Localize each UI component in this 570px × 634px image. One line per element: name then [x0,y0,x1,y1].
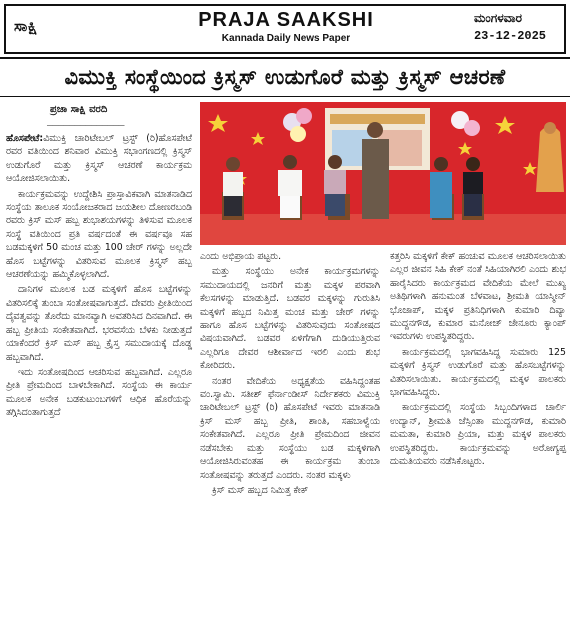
paragraph: ದಾನಿಗಳ ಮೂಲಕ ಬಡ ಮಕ್ಕಳಿಗೆ ಹೊಸ ಬಟ್ಟೆಗಳನ್ನು ವಿತರಿಸಲಿಕ್ಕೆ ತುಂಬಾ ಸಂತೋಷವಾಗುತ್ತದೆ. ದೇವರು ಪ್ರೀತಿಯಿಂದ ದೈವತ್ವವನ್ನು ತೊರೆದು ಮಾನವ್ಯಾಗಿ ಅವತರಿಸಿದ ದಿನವಾಗಿದೆ. ಈ ಹಬ್ಬ ಪ್ರೀತಿಯ ಸಂಕೇತವಾಗಿದೆ. ಭರವಸೆಯ ಬೆಳಕು ನೀಡುತ್ತದೆ ಯಾಕೆಂದರೆ ಕ್ರಿಸ್ ಮಸ್ ಹಬ್ಬ ಕ್ರೈಸ್ತ ಸಮುದಾಯಕ್ಕೆ ದೊಡ್ಡ ಹಬ್ಬವಾಗಿದೆ. [6,284,192,363]
headline-rule-top [0,57,570,59]
article-headline: ವಿಮುಕ್ತಿ ಸಂಸ್ಥೆಯಿಂದ ಕ್ರಿಸ್ಮಸ್ ಉಡುಗೊರೆ ಮತ್ತು ಕ್ರಿಸ್ಮಸ್ ಆಚರಣೆ [64,65,506,89]
headline-rule-bottom [0,96,570,97]
article-column-2 [200,250,380,499]
newspaper-name: PRAJA SAAKSHI [198,9,374,31]
paragraph: ಕಾರ್ಯಕ್ರಮದಲ್ಲಿ ಭಾಗವಹಿಸಿದ್ದ ಸುಮಾರು 125 ಮಕ್ಕಳಿಗೆ ಕ್ರಿಸ್ಮಸ್ ಉಡುಗೊರೆ ಮತ್ತು ಹೊಸಬಟ್ಟೆಗಳನ್ನು ವಿತರಿಸಲಾಯಿತು. ಕಾರ್ಯಕ್ರಮದಲ್ಲಿ ಮಕ್ಕಳ ಪಾಲಕರು ಭಾಗವಹಿಸಿದ್ದರು. [390,346,566,399]
issue-date-block [474,11,546,43]
paragraph: ಕತ್ತರಿಸಿ ಮಕ್ಕಳಿಗೆ ಕೇಕ್ ಹಂಚುವ ಮೂಲಕ ಆಚರಿಸಲಾಯಿತು ಎಲ್ಲರ ಜೀವನ ಸಿಹಿ ಕೇಕ್ ನಂತೆ ಸಿಹಿಯಾಗಿರಲಿ ಎಂದು ಶುಭ ಹಾರೈಸಿದರು ಕಾರ್ಯಕ್ರಮದ ವೇದಿಕೆಯ ಮೇಲೆ ಮುಖ್ಯ ಅತಿಥಿಗಳಾಗಿ ಹನುಮಂತ ಬೆಳವಾಟ, ಶ್ರೀಮತಿ ಯಾಸ್ಮೀನ್ ಭೊಜಾಪ್, ಮಕ್ಕಳ ಪ್ರತಿನಿಧಿಗಳಾಗಿ ಕುಮಾರಿ ದಿವ್ಯಾ ಮುದ್ದನಗೌಡ, ಕುಮಾರ ಮನೋಜ್ ಜೇನೂರು ಕ್ಯಾಂಪ್ ಇವರುಗಳು ಉಪಸ್ಥಿತರಿದ್ದರು. [390,251,566,343]
issue-day: ಮಂಗಳವಾರ [473,11,523,25]
article-column-3 [390,250,566,471]
paragraph: ಕಾರ್ಯಕ್ರಮದಲ್ಲಿ ಸಂಸ್ಥೆಯ ಸಿಬ್ಬಂದಿಗಳಾದ ಚಾರ್ಲಿ ಉದ್ಯಾನ್, ಶ್ರೀಮತಿ ಜೆಸ್ಸಿಂತಾ ಮುದ್ದನಗೌಡ, ಕುಮಾರಿ ಮಮತಾ, ಕುಮಾರಿ ಪ್ರಿಯಾ, ಮತ್ತು ಮಕ್ಕಳ ಪಾಲಕರು ಉಪಸ್ಥಿತರಿದ್ದರು. ಕಾರ್ಯಕ್ರಮವನ್ನು ಅರೋಗ್ಯಪ್ಪ ದುಮತಿಯವರು ನಡೆಸಿಕೊಟ್ಟರು. [390,402,566,468]
masthead-logo: ಸಾಕ್ಷಿ [14,17,38,35]
masthead-brand [156,9,416,44]
newspaper-tagline: Kannada Daily News Paper [221,33,351,44]
paragraph-text: ವಿಮುಕ್ತಿ ಚಾರಿಟೇಬಲ್ ಟ್ರಸ್ಟ್ (ರಿ)ಹೊಸಪೇಟೆ ರವರ ವತಿಯಿಂದ ಶನಿವಾರ ವಿಮುಕ್ತಿ ಸಭಾಂಗಣದಲ್ಲಿ ಕ್ರಿಸ್ಮಸ್ ಉಡುಗೊರೆ ಮತ್ತು ಕ್ರಿಸ್ಮಸ್ ಆಚರಣೆ ಕಾರ್ಯಕ್ರಮ ಆಯೋಜಿಸಲಾಯಿತು. [6,133,192,185]
paragraph: ಕಾರ್ಯಕ್ರಮವನ್ನು ಉದ್ದೇಶಿಸಿ ಪ್ರಾಸ್ತಾವಿಕವಾಗಿ ಮಾತನಾಡಿದ ಸಂಸ್ಥೆಯ ತಾಲೂಕ ಸಂಯೋಜಕರಾದ ಜಯಶೀಲ ದೋಣರಬಂಡಿ ರವರು ಕ್ರಿಸ್ ಮಸ್ ಹಬ್ಬ ಶುಭಾಶಯಗಳನ್ನು ತಿಳಿಸುವ ಮೂಲಕ ಸಂಸ್ಥೆ ವತಿಯಿಂದ ಪ್ರತಿ ವರ್ಷದಂತೆ ಈ ವರ್ಷವೂ ಸಹ ಬಡಮಕ್ಕಳಿಗೆ 50 ಮಂಚ ಮತ್ತು 100 ಚೇರ್ ಗಳನ್ನು ಅಲ್ಲದೇ ಹೊಸ ಬಟ್ಟೆಗಳನ್ನು ವಿತರಿಸುವ ಮೂಲಕ ಕ್ರಿಸ್ಮಸ್ ಹಬ್ಬ ಆಚರಣೆಯನ್ನು ಹಮ್ಮಿಕೊಳ್ಳಲಾಗಿದೆ. [6,188,192,281]
article-column-1 [6,132,192,422]
paragraph: ಎಂದು ಅಭಿಪ್ರಾಯ ಪಟ್ಟರು. [200,251,282,262]
paragraph [6,132,192,186]
issue-date: 23-12-2025 [473,29,546,43]
paragraph: ಇದು ಸಂತೋಷದಿಂದ ಆಚರಿಸುವ ಹಬ್ಬವಾಗಿದೆ. ಎಲ್ಲರೂ ಪ್ರೀತಿ ಪ್ರೇಮದಿಂದ ಬಾಳಬೇಕಾಗಿದೆ. ಸಂಸ್ಥೆಯ ಈ ಕಾರ್ಯ ಮೂಲಕ ಅನೇಕ ಬಡಕುಟುಂಬಗಳಿಗೆ ಆಧಿಕ ಹೊರೆಯನ್ನು ತಗ್ಗಿಸಿದಂತಾಗುತ್ತದೆ [6,366,192,419]
paragraph: ನಂತರ ವೇದಿಕೆಯ ಅಧ್ಯಕ್ಷತೆಯ ವಹಿಸಿದ್ದಂತಹ ವಂ.ಸ್ವಾಮಿ. ಸತೀಶ್ ಫೆರ್ನಾಂಡೀಸ್ ನಿರ್ದೇಶಕರು ವಿಮುಕ್ತಿ ಚಾರಿಟೇಬಲ್ ಟ್ರಸ್ಟ್ (ರಿ) ಹೊಸಪೇಟೆ ಇವರು ಮಾತನಾಡಿ ಕ್ರಿಸ್ ಮಸ್ ಹಬ್ಬ ಪ್ರೀತಿ, ಶಾಂತಿ, ಸಹಬಾಳ್ವೆಯ ಸಂಕೇತವಾಗಿದೆ. ಎಲ್ಲರೂ ಪ್ರೀತಿ ಪ್ರೇಮದಿಂದ ಜೀವನ ನಡೆಸಬೇಕು ಮತ್ತು ಸಂಸ್ಥೆಯು ಬಡ ಮಕ್ಕಳಿಗಾಗಿ ಆಯೋಜಿಸಿರುವಂತಹ ಈ ಕಾರ್ಯಕ್ರಮ ತುಂಬಾ ಸಂತೋಷವನ್ನು ತರುತ್ತದೆ ಎಂದರು. ನಂತರ ಮಕ್ಕಳು [200,375,380,481]
paragraph: ಕ್ರಿಸ್ ಮಸ್ ಹಬ್ಬದ ನಿಮಿತ್ತ ಕೇಕ್ [212,484,309,496]
photo-priest [362,139,389,219]
byline-underline: ______________ [47,118,125,129]
paragraph: ಮತ್ತು ಸಂಸ್ಥೆಯು ಅನೇಕ ಕಾರ್ಯಕ್ರಮಗಳನ್ನು ಸಮುದಾಯದಲ್ಲಿ ಜನರಿಗೆ ಮತ್ತು ಮಕ್ಕಳ ಪರವಾಗಿ ಕೆಲಸಗಳನ್ನು ಮಾಡುತ್ತಿದೆ. ಬಡವರ ಮಕ್ಕಳನ್ನು ಗುರುತಿಸಿ ಮಕ್ಕಳಿಗೆ ಹಬ್ಬದ ನಿಮಿತ್ತ ಮಂಚ ಮತ್ತು ಚೇರ್ ಗಳನ್ನು ಹಾಗೂ ಹೊಸ ಬಟ್ಟೆಗಳನ್ನು ವಿತರಿಸುವುದು ಸಂತೋಷದ ವಿಷಯವಾಗಿದೆ. ಬಡವರ ಏಳಿಗೆಗಾಗಿ ದುಡಿಯುತ್ತಿರುವ ಎಲ್ಲರಿಗೂ ದೇವರ ಆಶೀರ್ವಾದ ಇರಲಿ ಎಂದು ಶುಭ ಕೋರಿದರು. [200,266,380,372]
dateline: ಹೊಸಪೇಟೆ: [6,133,44,144]
masthead [4,4,566,54]
article-byline: ಪ್ರಜಾ ಸಾಕ್ಷಿ ವರದಿ [50,104,108,115]
event-photo [200,102,566,245]
